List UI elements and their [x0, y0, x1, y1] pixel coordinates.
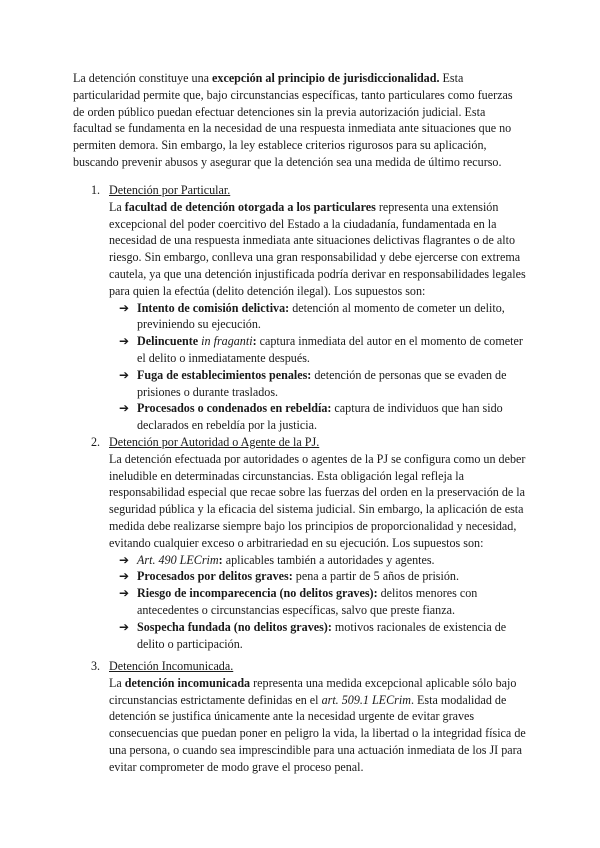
- list-item: ➔ Fuga de establecimientos penales: detención de personas que se evaden de prisiones o durante traslados.: [119, 367, 507, 399]
- section-heading: [91, 182, 527, 199]
- section-detencion-incomunicada: [91, 658, 527, 776]
- section-number: 1.: [91, 183, 101, 197]
- section-paragraph: La facultad de detención otorgada a los particulares representa una extensión excepcional del poder coercitivo del Estado a la ciudadanía, fundamentada en la necesidad de una respuesta inmediata ante situaciones delictivas flagrantes o de alto riesgo. Sin embargo, conlleva una gran responsabilidad y debe ejercerse con extrema cautela, ya que una detención injustificada podría derivar en responsabilidades legales para quien la efectúa (delito detención ilegal). Los supuestos son:: [109, 199, 526, 298]
- list-item: ➔ Procesados o condenados en rebeldía: captura de individuos que han sido declarados en rebeldía por la justicia.: [119, 401, 503, 433]
- arrow-right-icon: ➔: [119, 367, 130, 382]
- list-item: ➔ Riesgo de incomparecencia (no delitos graves): delitos menores con antecedentes o circunstancias específicas, salvo que preste fianza.: [119, 586, 478, 617]
- section-title: Detención Incomunicada.: [109, 659, 234, 673]
- arrow-right-icon: ➔: [119, 552, 130, 567]
- arrow-right-icon: ➔: [119, 586, 130, 601]
- list-item: ➔ Delincuente in fraganti: captura inmediata del autor en el momento de cometer el delito o inmediatamente después.: [119, 334, 523, 365]
- section-title: Detención por Autoridad o Agente de la PJ.: [109, 435, 320, 449]
- list-item: ➔ Sospecha fundada (no delitos graves): motivos racionales de existencia de delito o participación.: [119, 619, 507, 651]
- intro-paragraph: [73, 70, 525, 171]
- supuestos-list: [119, 300, 527, 434]
- section-heading: [91, 658, 527, 675]
- section-detencion-particular: [91, 182, 527, 434]
- arrow-right-icon: ➔: [119, 334, 130, 349]
- arrow-right-icon: ➔: [119, 300, 130, 315]
- list-item: ➔ Intento de comisión delictiva: detención al momento de cometer un delito, previniendo su ejecución.: [119, 300, 505, 332]
- section-title: Detención por Particular.: [109, 183, 231, 197]
- section-number: 3.: [91, 659, 101, 673]
- section-detencion-autoridad: [91, 434, 527, 652]
- section-number: 2.: [91, 435, 101, 449]
- arrow-right-icon: ➔: [119, 569, 130, 584]
- section-paragraph: La detención efectuada por autoridades o agentes de la PJ se configura como un deber ineludible en determinadas circunstancias. Esta obligación legal refleja la responsabilidad especial que recae sobre las fuerzas del orden en la preservación de la seguridad pública y la eficacia del sistema judicial. Sin embargo, la aplicación de esta medida debe realizarse siempre bajo los principios de proporcionalidad y necesidad, evitando cualquier exceso o arbitrariedad en su ejecución. Los supuestos son:: [109, 451, 526, 550]
- list-item: ➔ Art. 490 LECrim: aplicables también a autoridades y agentes.: [119, 552, 435, 567]
- section-heading: [91, 434, 527, 451]
- arrow-right-icon: ➔: [119, 401, 130, 416]
- supuestos-list: [119, 552, 527, 653]
- arrow-right-icon: ➔: [119, 619, 130, 634]
- list-item: ➔ Procesados por delitos graves: pena a partir de 5 años de prisión.: [119, 569, 459, 584]
- section-paragraph: La detención incomunicada representa una medida excepcional aplicable sólo bajo circunstancias estrictamente definidas en el art. 509.1 LECrim. Esta modalidad de detención se justifica únicamente ante la necesidad urgente de evitar graves consecuencias que puedan poner en peligro la vida, la libertad o la integridad física de una persona, o cuando sea imprescindible para una actuación inmediata de los JI para evitar comprometer de modo grave el proceso penal.: [109, 675, 526, 774]
- intro-text: La detención constituye una excepción al principio de jurisdiccionalidad. Esta particularidad permite que, bajo circunstancias específicas, tanto particulares como fuerzas de orden público puedan efectuar detenciones sin la previa autorización judicial. Esta facultad se fundamenta en la necesidad de una respuesta inmediata ante situaciones que no permiten demora. Sin embargo, la ley establece criterios rigurosos para su aplicación, buscando prevenir abusos y asegurar que la detención sea una medida de último recurso.: [73, 71, 513, 169]
